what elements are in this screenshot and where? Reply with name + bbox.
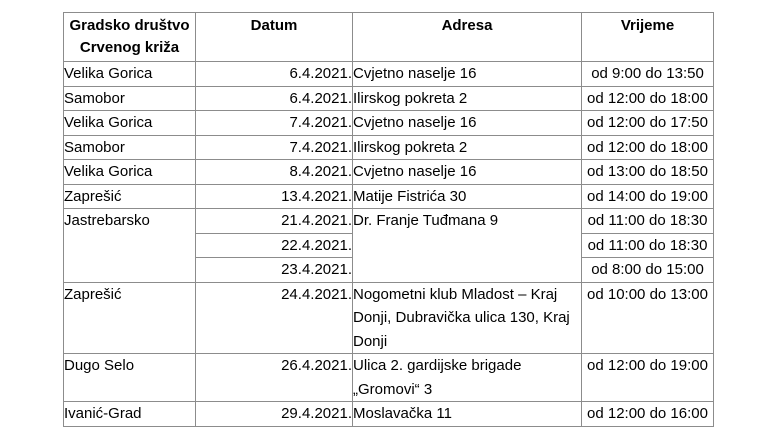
- table-row: [64, 184, 714, 209]
- date-cell: 7.4.2021.: [196, 111, 353, 136]
- society-cell: Velika Gorica: [64, 111, 196, 136]
- society-cell: Samobor: [64, 86, 196, 111]
- date-cell: 23.4.2021.: [196, 258, 353, 283]
- society-cell: Dugo Selo: [64, 354, 196, 402]
- time-cell: od 12:00 do 18:00: [582, 86, 714, 111]
- society-cell: Samobor: [64, 135, 196, 160]
- date-cell: 6.4.2021.: [196, 62, 353, 87]
- table-row: [64, 160, 714, 185]
- society-cell: Zaprešić: [64, 282, 196, 354]
- table-row: [64, 111, 714, 136]
- address-cell: Nogometni klub Mladost – Kraj Donji, Dubravička ulica 130, Kraj Donji: [353, 282, 582, 354]
- society-cell: Ivanić-Grad: [64, 402, 196, 427]
- time-cell: od 12:00 do 18:00: [582, 135, 714, 160]
- table-row: [64, 282, 714, 354]
- date-cell: 13.4.2021.: [196, 184, 353, 209]
- address-cell: Cvjetno naselje 16: [353, 62, 582, 87]
- date-cell: 22.4.2021.: [196, 233, 353, 258]
- date-cell: 7.4.2021.: [196, 135, 353, 160]
- society-cell: Velika Gorica: [64, 160, 196, 185]
- date-cell: 26.4.2021.: [196, 354, 353, 402]
- address-cell: Ilirskog pokreta 2: [353, 86, 582, 111]
- time-cell: od 12:00 do 19:00: [582, 354, 714, 402]
- table-row: [64, 135, 714, 160]
- blood-donation-schedule-table: [63, 12, 714, 427]
- header-time: Vrijeme: [582, 13, 714, 62]
- time-cell: od 8:00 do 15:00: [582, 258, 714, 283]
- time-cell: od 12:00 do 17:50: [582, 111, 714, 136]
- date-cell: 29.4.2021.: [196, 402, 353, 427]
- time-cell: od 9:00 do 13:50: [582, 62, 714, 87]
- header-address: Adresa: [353, 13, 582, 62]
- society-cell: Zaprešić: [64, 184, 196, 209]
- address-cell: Moslavačka 11: [353, 402, 582, 427]
- header-society: [64, 13, 196, 62]
- address-cell: Matije Fistrića 30: [353, 184, 582, 209]
- table-row: [64, 402, 714, 427]
- address-cell: Ulica 2. gardijske brigade „Gromovi“ 3: [353, 354, 582, 402]
- time-cell: od 11:00 do 18:30: [582, 233, 714, 258]
- date-cell: 21.4.2021.: [196, 209, 353, 234]
- society-cell: Velika Gorica: [64, 62, 196, 87]
- date-cell: 8.4.2021.: [196, 160, 353, 185]
- society-cell: Jastrebarsko: [64, 209, 196, 283]
- header-society-line1: Gradsko društvo: [69, 17, 190, 34]
- time-cell: od 11:00 do 18:30: [582, 209, 714, 234]
- address-cell: Ilirskog pokreta 2: [353, 135, 582, 160]
- header-date: Datum: [196, 13, 353, 62]
- address-cell: Cvjetno naselje 16: [353, 111, 582, 136]
- table-row: [64, 86, 714, 111]
- table-row: [64, 209, 714, 234]
- date-cell: 24.4.2021.: [196, 282, 353, 354]
- time-cell: od 14:00 do 19:00: [582, 184, 714, 209]
- table-row: [64, 354, 714, 402]
- time-cell: od 10:00 do 13:00: [582, 282, 714, 354]
- time-cell: od 13:00 do 18:50: [582, 160, 714, 185]
- table-header-row: [64, 13, 714, 62]
- date-cell: 6.4.2021.: [196, 86, 353, 111]
- address-cell: Cvjetno naselje 16: [353, 160, 582, 185]
- time-cell: od 12:00 do 16:00: [582, 402, 714, 427]
- table-row: [64, 62, 714, 87]
- address-cell: Dr. Franje Tuđmana 9: [353, 209, 582, 283]
- header-society-line2: Crvenog križa: [79, 39, 180, 56]
